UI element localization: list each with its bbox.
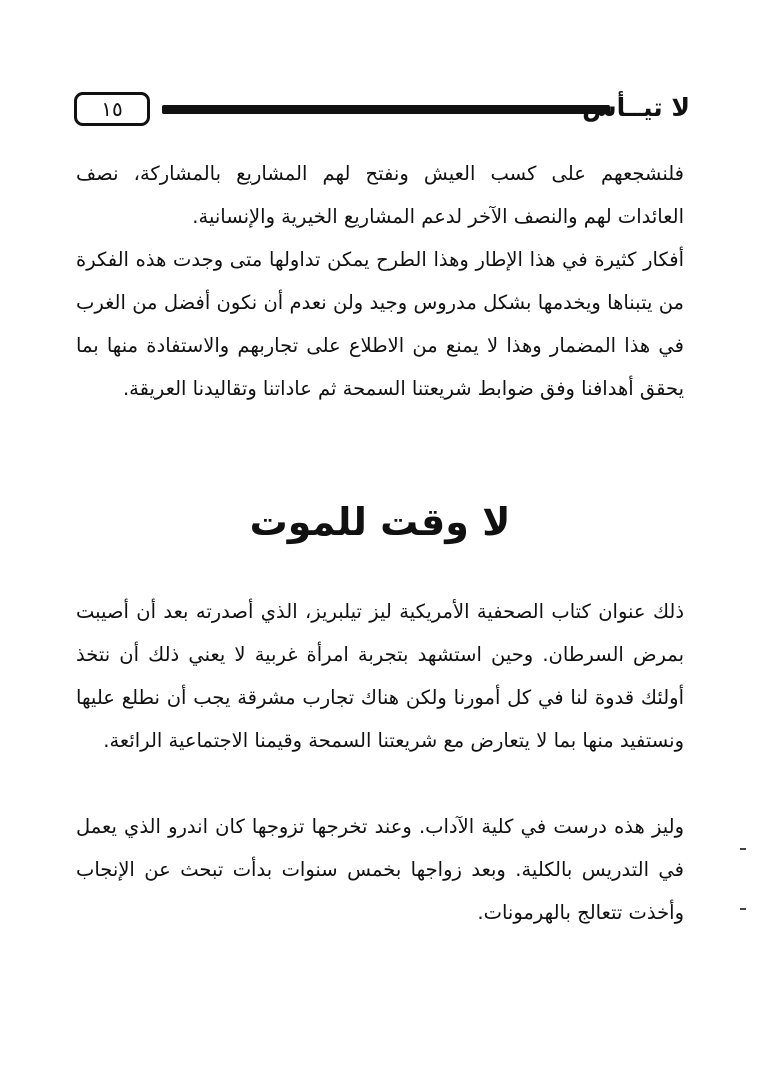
running-title: لا تيــأس [582,93,690,122]
paragraph-2: أفكار كثيرة في هذا الإطار وهذا الطرح يمكن تداولها متى وجدت هذه الفكرة من يتبناها ويخدمها بشكل مدروس وجيد ولن نعدم أن نكون أفضل من الغرب في هذا المضمار وهذا لا يمنع من الاطلاع على تجاربهم والاستفادة منها بما يحقق أهدافنا وفق ضوابط شريعتنا السمحة ثم عاداتنا وتقاليدنا العريقة. [76,248,684,400]
margin-mark [740,908,746,910]
paragraph-3: ذلك عنوان كتاب الصحفية الأمريكية ليز تيلبريز، الذي أصدرته بعد أن أصيبت بمرض السرطان. وحين استشهد بتجربة امرأة غربية لا يعني ذلك أن نتخذ أولئك قدوة لنا في كل أمورنا ولكن هناك تجارب مشرقة يجب أن نطلع عليها ونستفيد منها بما لا يتعارض مع شريعتنا السمحة وقيمنا الاجتماعية الرائعة. [76,600,684,752]
paragraph-4: وليز هذه درست في كلية الآداب. وعند تخرجها تزوجها كان اندرو الذي يعمل في التدريس بالكلية. وبعد زواجها بخمس سنوات بدأت تبحث عن الإنجاب وأخذت تتعالج بالهرمونات. [76,815,684,924]
paragraph-1: فلنشجعهم على كسب العيش ونفتح لهم المشاريع بالمشاركة، نصف العائدات لهم والنصف الآخر لدعم المشاريع الخيرية والإنسانية. [76,162,684,228]
running-header [70,88,690,132]
margin-mark [740,848,746,850]
page-number: ١٥ [74,92,150,126]
section-heading: لا وقت للموت [249,500,511,544]
header-rule [162,105,610,114]
